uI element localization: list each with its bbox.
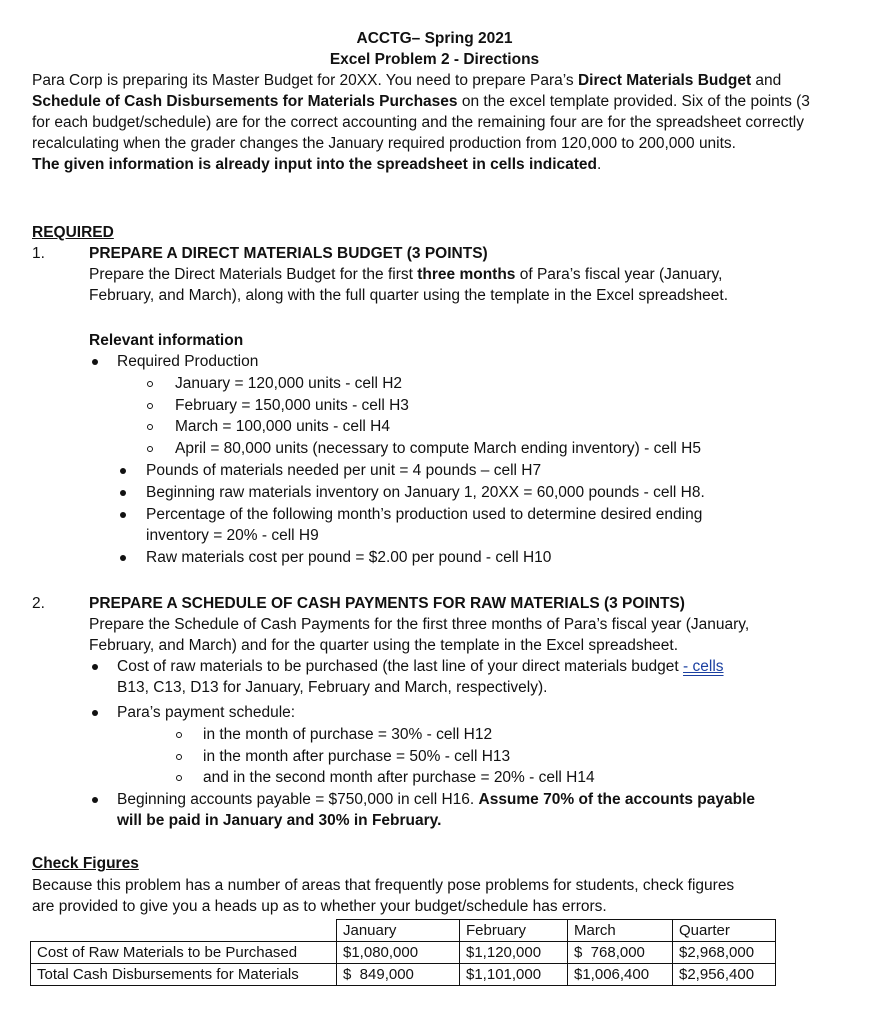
bullet-icon bbox=[120, 490, 126, 496]
circle-bullet-icon bbox=[176, 775, 182, 781]
beginning-ap-bold: Assume 70% of the accounts payable bbox=[478, 791, 756, 808]
course-title: ACCTG– Spring 2021 bbox=[356, 30, 513, 47]
intro-bold-dmb: Direct Materials Budget bbox=[577, 72, 752, 89]
table-cell: $1,101,000 bbox=[460, 964, 568, 986]
relevant-info-heading: Relevant information bbox=[89, 332, 244, 349]
circle-bullet-icon bbox=[147, 446, 153, 452]
production-march: March = 100,000 units - cell H4 bbox=[175, 418, 390, 435]
item1-desc-bold: three months bbox=[417, 266, 516, 283]
column-header-january: January bbox=[337, 920, 460, 942]
bullet-icon bbox=[120, 555, 126, 561]
cost-raw-materials-bullet bbox=[117, 656, 724, 677]
bullet-icon bbox=[92, 359, 98, 365]
intro-paragraph bbox=[32, 70, 832, 175]
circle-bullet-icon bbox=[147, 381, 153, 387]
production-february: February = 150,000 units - cell H3 bbox=[175, 397, 409, 414]
bullet-icon bbox=[92, 710, 98, 716]
required-production-label: Required Production bbox=[117, 353, 259, 370]
payment-month-of-purchase: in the month of purchase = 30% - cell H12 bbox=[203, 726, 493, 743]
problem-title: Excel Problem 2 - Directions bbox=[329, 51, 540, 68]
check-figures-heading: Check Figures bbox=[32, 855, 139, 872]
intro-bold-schedule: Schedule of Cash Disbursements for Materials Purchases bbox=[32, 93, 458, 110]
table-cell: $2,968,000 bbox=[673, 942, 776, 964]
circle-bullet-icon bbox=[147, 403, 153, 409]
item2-desc-line2: February, and March) and for the quarter using the template in the Excel spreadsheet. bbox=[89, 637, 679, 654]
table-cell: $ 849,000 bbox=[337, 964, 460, 986]
cells-link[interactable]: - cells bbox=[683, 658, 724, 675]
check-figures-line2: are provided to give you a heads up as to whether your budget/schedule has errors. bbox=[32, 898, 607, 915]
intro-text-a: Para Corp is preparing its Master Budget for 20XX. You need to prepare Para’s bbox=[32, 72, 578, 89]
bullet-icon bbox=[120, 468, 126, 474]
item2-desc-line1: Prepare the Schedule of Cash Payments for the first three months of Para’s fiscal year (January, bbox=[89, 616, 750, 633]
circle-bullet-icon bbox=[147, 424, 153, 430]
beginning-ap-line2: will be paid in January and 30% in February. bbox=[117, 812, 442, 829]
row-label-cost-raw-materials: Cost of Raw Materials to be Purchased bbox=[31, 942, 337, 964]
raw-material-cost: Raw materials cost per pound = $2.00 per pound - cell H10 bbox=[146, 549, 552, 566]
cost-raw-materials-line2: B13, C13, D13 for January, February and March, respectively). bbox=[117, 679, 548, 696]
check-figures-table bbox=[30, 919, 776, 986]
column-header-quarter: Quarter bbox=[673, 920, 776, 942]
item1-title: PREPARE A DIRECT MATERIALS BUDGET (3 POINTS) bbox=[89, 245, 488, 262]
table-corner-cell bbox=[31, 920, 337, 942]
item1-desc-line2: February, and March), along with the full quarter using the template in the Excel spreadsheet. bbox=[89, 287, 729, 304]
intro-given-info: The given information is already input into the spreadsheet in cells indicated bbox=[32, 156, 598, 173]
check-figures-line1: Because this problem has a number of areas that frequently pose problems for students, check figures bbox=[32, 877, 735, 894]
bullet-icon bbox=[120, 512, 126, 518]
beginning-ap-line1 bbox=[117, 789, 755, 810]
intro-given-end: . bbox=[597, 156, 602, 173]
table-row bbox=[31, 942, 776, 964]
column-header-february: February bbox=[460, 920, 568, 942]
item1-number: 1. bbox=[32, 245, 45, 262]
payment-schedule-label: Para’s payment schedule: bbox=[117, 704, 296, 721]
bullet-icon bbox=[92, 664, 98, 670]
item2-number: 2. bbox=[32, 595, 45, 612]
table-row bbox=[31, 964, 776, 986]
item1-desc-c: of Para’s fiscal year (January, bbox=[515, 266, 723, 283]
payment-second-month-after: and in the second month after purchase = 20% - cell H14 bbox=[203, 769, 595, 786]
table-cell: $1,120,000 bbox=[460, 942, 568, 964]
beginning-ap-text: Beginning accounts payable = $750,000 in cell H16. bbox=[117, 791, 479, 808]
intro-text-e: on the excel template provided. Six of the points (3 for each budget/schedule) are for the correct accounting and the remaining four are for the spreadsheet correctly recalculating when the grader changes the January required production from 120,000 to 200,000 units. bbox=[32, 93, 810, 152]
intro-text-c: and bbox=[751, 72, 782, 89]
bullet-icon bbox=[92, 797, 98, 803]
item1-desc-a: Prepare the Direct Materials Budget for the first bbox=[89, 266, 418, 283]
pounds-per-unit: Pounds of materials needed per unit = 4 pounds – cell H7 bbox=[146, 462, 542, 479]
required-heading: REQUIRED bbox=[32, 224, 114, 241]
ending-inventory-pct-line1: Percentage of the following month’s production used to determine desired ending bbox=[146, 506, 703, 523]
production-april: April = 80,000 units (necessary to compute March ending inventory) - cell H5 bbox=[175, 440, 701, 457]
circle-bullet-icon bbox=[176, 754, 182, 760]
column-header-march: March bbox=[568, 920, 673, 942]
circle-bullet-icon bbox=[176, 732, 182, 738]
item1-desc-line1 bbox=[89, 264, 722, 285]
row-label-total-cash-disbursements: Total Cash Disbursements for Materials bbox=[31, 964, 337, 986]
table-header-row bbox=[31, 920, 776, 942]
table-cell: $1,006,400 bbox=[568, 964, 673, 986]
table-cell: $1,080,000 bbox=[337, 942, 460, 964]
table-cell: $ 768,000 bbox=[568, 942, 673, 964]
table-cell: $2,956,400 bbox=[673, 964, 776, 986]
beginning-inventory: Beginning raw materials inventory on January 1, 20XX = 60,000 pounds - cell H8. bbox=[146, 484, 705, 501]
item2-title: PREPARE A SCHEDULE OF CASH PAYMENTS FOR RAW MATERIALS (3 POINTS) bbox=[89, 595, 685, 612]
payment-month-after: in the month after purchase = 50% - cell H13 bbox=[203, 748, 511, 765]
production-january: January = 120,000 units - cell H2 bbox=[175, 375, 403, 392]
cost-raw-materials-text: Cost of raw materials to be purchased (the last line of your direct materials budget bbox=[117, 658, 684, 675]
ending-inventory-pct-line2: inventory = 20% - cell H9 bbox=[146, 527, 319, 544]
